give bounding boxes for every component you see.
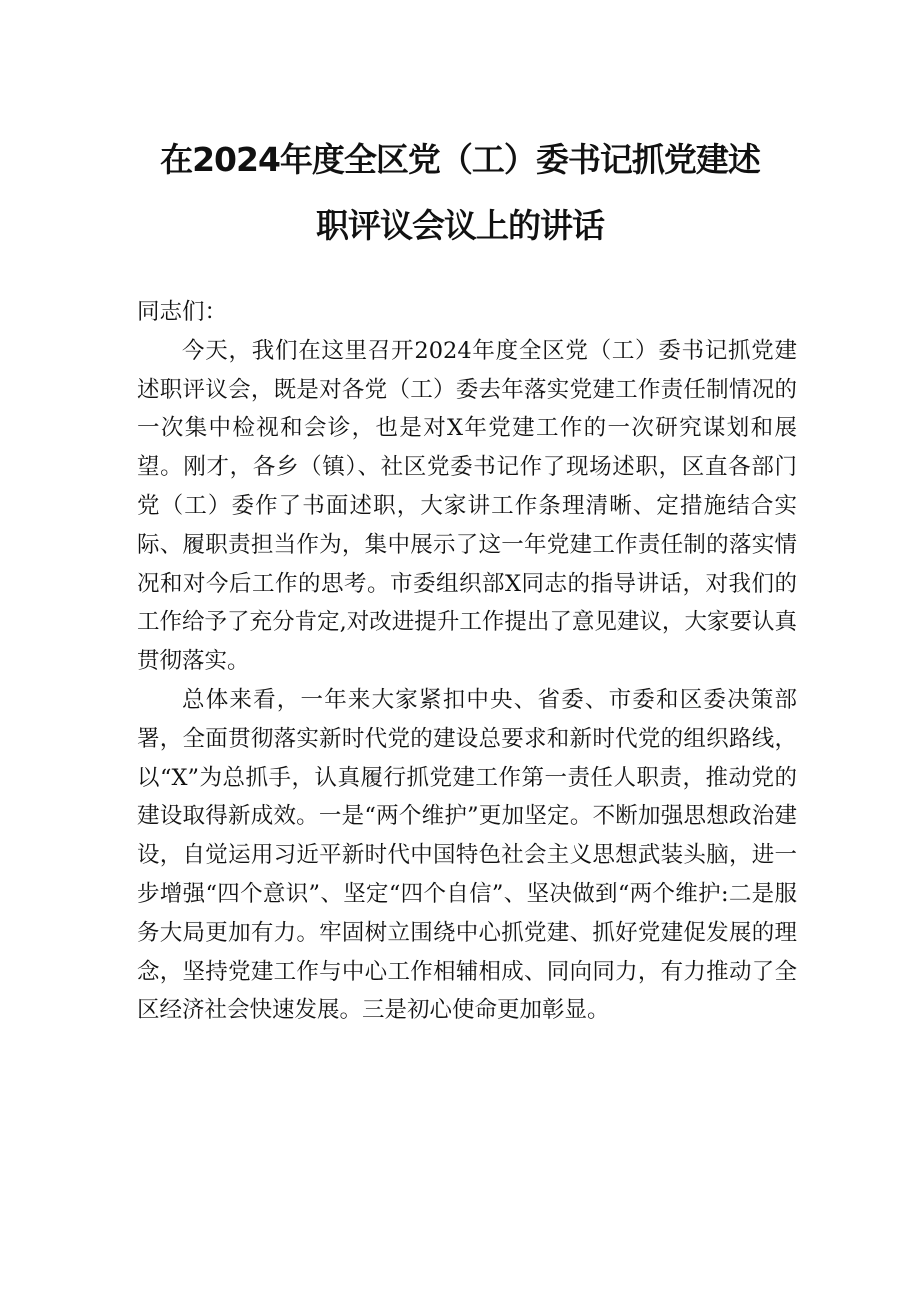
paragraph-1: 今天，我们在这里召开2024年度全区党（工）委书记抓党建述职评议会，既是对各党（工）委去年落实党建工作责任制情况的一次集中检视和会诊，也是对X年党建工作的一次研究谋划和展望。刚才，各乡（镇）、社区党委书记作了现场述职，区直各部门党（工）委作了书面述职，大家讲工作条理清晰、定措施结合实际、履职责担当作为，集中展示了这一年党建工作责任制的落实情况和对今后工作的思考。市委组织部X同志的指导讲话，对我们的工作给予了充分肯定,对改进提升工作提出了意见建议，大家要认真贯彻落实。 [137, 337, 797, 675]
document-title-line-2: 职评议会议上的讲话 [316, 206, 604, 245]
paragraph-2: 总体来看，一年来大家紧扣中央、省委、市委和区委决策部署，全面贯彻落实新时代党的建设总要求和新时代党的组织路线，以“X”为总抓手，认真履行抓党建工作第一责任人职责，推动党的建设取得新成效。一是“两个维护”更加坚定。不断加强思想政治建设，自觉运用习近平新时代中国特色社会主义思想武装头脑，进一步增强“四个意识”、坚定“四个自信”、坚决做到“两个维护:二是服务大局更加有力。牢固树立围绕中心抓党建、抓好党建促发展的理念，坚持党建工作与中心工作相辅相成、同向同力，有力推动了全区经济社会快速发展。三是初心使命更加彰显。 [137, 686, 797, 1024]
salutation: 同志们： [137, 299, 228, 325]
document-title-line-1: 在2024年度全区党（工）委书记抓党建述 [160, 140, 760, 179]
document-body [137, 293, 797, 1030]
